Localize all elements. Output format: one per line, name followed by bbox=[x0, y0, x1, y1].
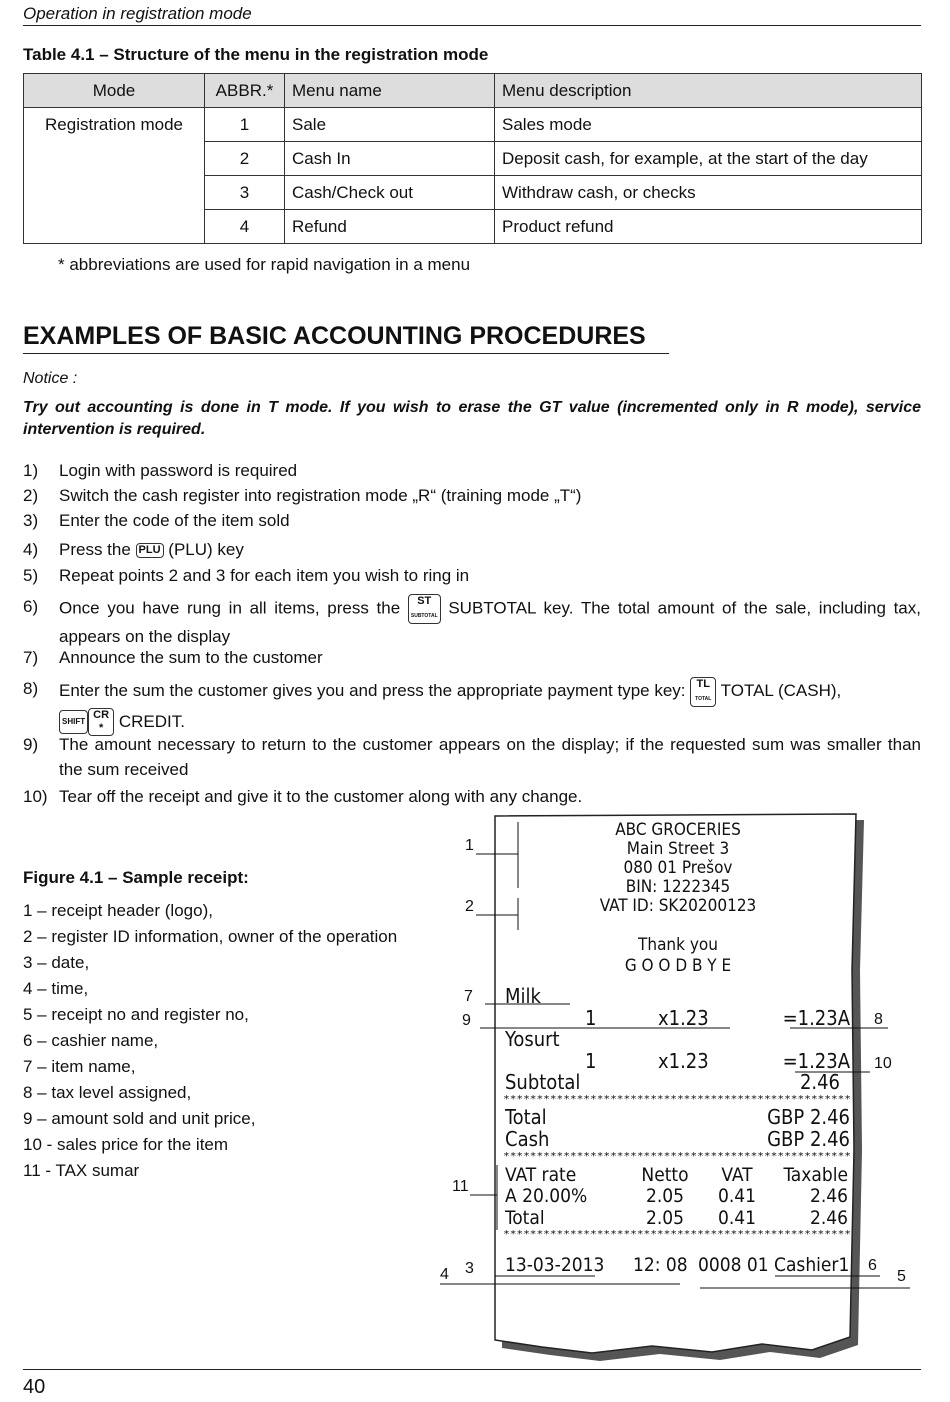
callout-label: 2 bbox=[465, 898, 474, 915]
step-text: TOTAL (CASH), bbox=[720, 681, 842, 700]
total-label: Total bbox=[505, 1105, 547, 1129]
receipt-header-line: BIN: 1222345 bbox=[625, 877, 731, 897]
col-header-abbr: ABBR.* bbox=[205, 74, 285, 108]
step-text: Press the bbox=[59, 540, 131, 559]
menu-name-cell: Refund bbox=[285, 210, 495, 244]
page-number: 40 bbox=[23, 1376, 46, 1398]
table-header-row bbox=[24, 74, 922, 108]
mode-cell: Registration mode bbox=[24, 108, 205, 244]
list-item bbox=[23, 483, 921, 508]
callout-label: 7 bbox=[464, 988, 473, 1005]
list-item bbox=[23, 784, 921, 809]
menu-desc-cell: Deposit cash, for example, at the start of the day bbox=[495, 142, 922, 176]
menu-name-cell: Cash In bbox=[285, 142, 495, 176]
step-text: Switch the cash register into registration mode „R“ (training mode „T“) bbox=[59, 486, 582, 505]
callout-label: 5 bbox=[897, 1268, 906, 1285]
receipt-date: 13-03-2013 bbox=[505, 1254, 605, 1276]
step-text: SUBTOTAL key. The total amount of the sale, including tax, appears on the display bbox=[59, 598, 921, 646]
list-item bbox=[23, 676, 921, 737]
receipt-header-line: VAT ID: SK20200123 bbox=[599, 896, 757, 916]
step-number: 3) bbox=[23, 511, 39, 530]
list-item bbox=[23, 508, 921, 533]
key-sublabel: * bbox=[98, 722, 104, 735]
list-item bbox=[23, 645, 921, 670]
vat-header: VAT bbox=[721, 1164, 753, 1186]
callout-label: 4 bbox=[440, 1266, 449, 1283]
step-number: 8) bbox=[23, 679, 39, 698]
list-item: 3 – date, bbox=[23, 953, 90, 972]
vat-header: Taxable bbox=[783, 1164, 848, 1186]
key-label: CR bbox=[93, 709, 110, 722]
subtotal-label: Subtotal bbox=[505, 1070, 581, 1094]
item-amount: =1.23A bbox=[782, 1049, 850, 1073]
section-title-underline bbox=[23, 353, 669, 354]
running-header: Operation in registration mode bbox=[23, 4, 252, 23]
figure-legend bbox=[23, 898, 397, 1184]
vat-cell: 2.46 bbox=[809, 1207, 848, 1229]
vat-cell: 2.05 bbox=[645, 1207, 685, 1229]
step-text: Enter the sum the customer gives you and press the appropriate payment type key: bbox=[59, 681, 686, 700]
vat-cell: Total bbox=[505, 1207, 545, 1229]
vat-cell: 0.41 bbox=[717, 1207, 757, 1229]
vat-cell: 2.05 bbox=[645, 1185, 685, 1207]
receipt-header-line: Main Street 3 bbox=[626, 839, 730, 859]
figure-caption: Figure 4.1 – Sample receipt: bbox=[23, 868, 249, 887]
vat-cell: 2.46 bbox=[809, 1185, 848, 1207]
key-sublabel: SUBTOTAL bbox=[410, 613, 438, 619]
notice-label: Notice : bbox=[23, 370, 78, 387]
callout-label: 1 bbox=[465, 837, 474, 854]
list-item: 5 – receipt no and register no, bbox=[23, 1005, 249, 1024]
abbr-cell: 1 bbox=[205, 108, 285, 142]
cash-value: GBP 2.46 bbox=[767, 1127, 850, 1151]
step-number: 9) bbox=[23, 735, 39, 754]
key-label: ST bbox=[417, 595, 432, 607]
list-item bbox=[23, 537, 921, 562]
col-header-menu-name: Menu name bbox=[285, 74, 495, 108]
receipt-header-line: ABC GROCERIES bbox=[615, 820, 741, 840]
step-text: CREDIT. bbox=[118, 711, 185, 731]
step-text: Tear off the receipt and give it to the customer along with any change. bbox=[59, 787, 583, 806]
list-item: 1 – receipt header (logo), bbox=[23, 901, 213, 920]
step-number: 1) bbox=[23, 461, 39, 480]
receipt-header-line: 080 01 Prešov bbox=[623, 858, 733, 878]
menu-desc-cell: Sales mode bbox=[495, 108, 922, 142]
receipt-time: 12: 08 bbox=[633, 1254, 688, 1276]
vat-cell: A 20.00% bbox=[505, 1185, 588, 1207]
step-number: 2) bbox=[23, 486, 39, 505]
step-number: 7) bbox=[23, 648, 39, 667]
callout-label: 11 bbox=[452, 1178, 469, 1195]
list-item: 2 – register ID information, owner of the operation bbox=[23, 927, 398, 946]
menu-desc-cell: Withdraw cash, or checks bbox=[495, 176, 922, 210]
item-name: Yosurt bbox=[505, 1027, 560, 1051]
step-number: 6) bbox=[23, 597, 39, 616]
list-item: 7 – item name, bbox=[23, 1057, 136, 1076]
header-rule bbox=[23, 25, 921, 26]
list-item bbox=[23, 594, 921, 649]
step-text: The amount necessary to return to the customer appears on the display; if the requested sum was smaller than the sum received bbox=[59, 735, 921, 779]
key-label: TL bbox=[696, 677, 710, 690]
total-key-icon bbox=[690, 677, 716, 707]
item-name: Milk bbox=[505, 984, 541, 1008]
table-row bbox=[24, 108, 922, 142]
step-text: Once you have rung in all items, press the bbox=[59, 598, 401, 618]
vat-cell: 0.41 bbox=[717, 1185, 757, 1207]
cashier-name: Cashier1 bbox=[774, 1254, 850, 1276]
step-text: Announce the sum to the customer bbox=[59, 648, 323, 667]
menu-name-cell: Cash/Check out bbox=[285, 176, 495, 210]
step-number: 5) bbox=[23, 566, 39, 585]
item-qty: 1 bbox=[585, 1049, 597, 1073]
vat-header: VAT rate bbox=[505, 1164, 577, 1186]
step-text: Repeat points 2 and 3 for each item you wish to ring in bbox=[59, 566, 470, 585]
step-number: 10) bbox=[23, 787, 48, 806]
table-caption: Table 4.1 – Structure of the menu in the registration mode bbox=[23, 45, 489, 64]
plu-key-icon: PLU bbox=[136, 543, 164, 558]
col-header-mode: Mode bbox=[24, 74, 205, 108]
notice-text: Try out accounting is done in T mode. If you wish to erase the GT value (incremented only in R mode), service intervention is required. bbox=[23, 399, 921, 438]
cash-label: Cash bbox=[505, 1127, 550, 1151]
menu-structure-table bbox=[23, 73, 922, 244]
abbr-cell: 2 bbox=[205, 142, 285, 176]
footer-rule bbox=[23, 1369, 921, 1370]
section-title: EXAMPLES OF BASIC ACCOUNTING PROCEDURES bbox=[23, 322, 646, 350]
menu-name-cell: Sale bbox=[285, 108, 495, 142]
table-footnote: * abbreviations are used for rapid navigation in a menu bbox=[58, 255, 471, 274]
receipt-separator: **************************************************** bbox=[503, 1094, 851, 1105]
item-price: x1.23 bbox=[658, 1049, 709, 1073]
list-item: 8 – tax level assigned, bbox=[23, 1083, 192, 1102]
list-item: 10 - sales price for the item bbox=[23, 1135, 229, 1154]
abbr-cell: 3 bbox=[205, 176, 285, 210]
vat-header: Netto bbox=[641, 1164, 689, 1186]
callout-label: 10 bbox=[874, 1055, 892, 1072]
receipt-goodbye: G O O D B Y E bbox=[624, 956, 732, 976]
item-qty: 1 bbox=[585, 1006, 597, 1030]
callout-label: 6 bbox=[868, 1257, 877, 1274]
list-item: 6 – cashier name, bbox=[23, 1031, 159, 1050]
menu-desc-cell: Product refund bbox=[495, 210, 922, 244]
list-item bbox=[23, 458, 921, 483]
step-text: Login with password is required bbox=[59, 461, 298, 480]
key-sublabel: TOTAL bbox=[695, 695, 712, 702]
callout-label: 8 bbox=[874, 1011, 883, 1028]
col-header-menu-description: Menu description bbox=[495, 74, 922, 108]
shift-key-icon: SHIFT bbox=[59, 710, 88, 734]
list-item bbox=[23, 563, 921, 588]
item-price: x1.23 bbox=[658, 1006, 709, 1030]
subtotal-key-icon bbox=[408, 594, 441, 624]
item-amount: =1.23A bbox=[782, 1006, 850, 1030]
receipt-thanks: Thank you bbox=[638, 935, 718, 955]
step-text: Enter the code of the item sold bbox=[59, 511, 290, 530]
subtotal-value: 2.46 bbox=[799, 1070, 840, 1094]
step-number: 4) bbox=[23, 540, 39, 559]
list-item: 4 – time, bbox=[23, 979, 89, 998]
callout-label: 3 bbox=[465, 1260, 474, 1277]
receipt-number: 0008 01 bbox=[698, 1254, 769, 1276]
sample-receipt-figure bbox=[440, 810, 910, 1365]
list-item: 11 - TAX sumar bbox=[23, 1161, 140, 1180]
total-value: GBP 2.46 bbox=[767, 1105, 850, 1129]
callout-label: 9 bbox=[462, 1012, 471, 1029]
step-text: (PLU) key bbox=[168, 540, 244, 559]
list-item: 9 – amount sold and unit price, bbox=[23, 1109, 256, 1128]
list-item bbox=[23, 732, 921, 782]
receipt-separator: **************************************************** bbox=[503, 1151, 851, 1162]
abbr-cell: 4 bbox=[205, 210, 285, 244]
receipt-separator: **************************************************** bbox=[503, 1229, 851, 1240]
